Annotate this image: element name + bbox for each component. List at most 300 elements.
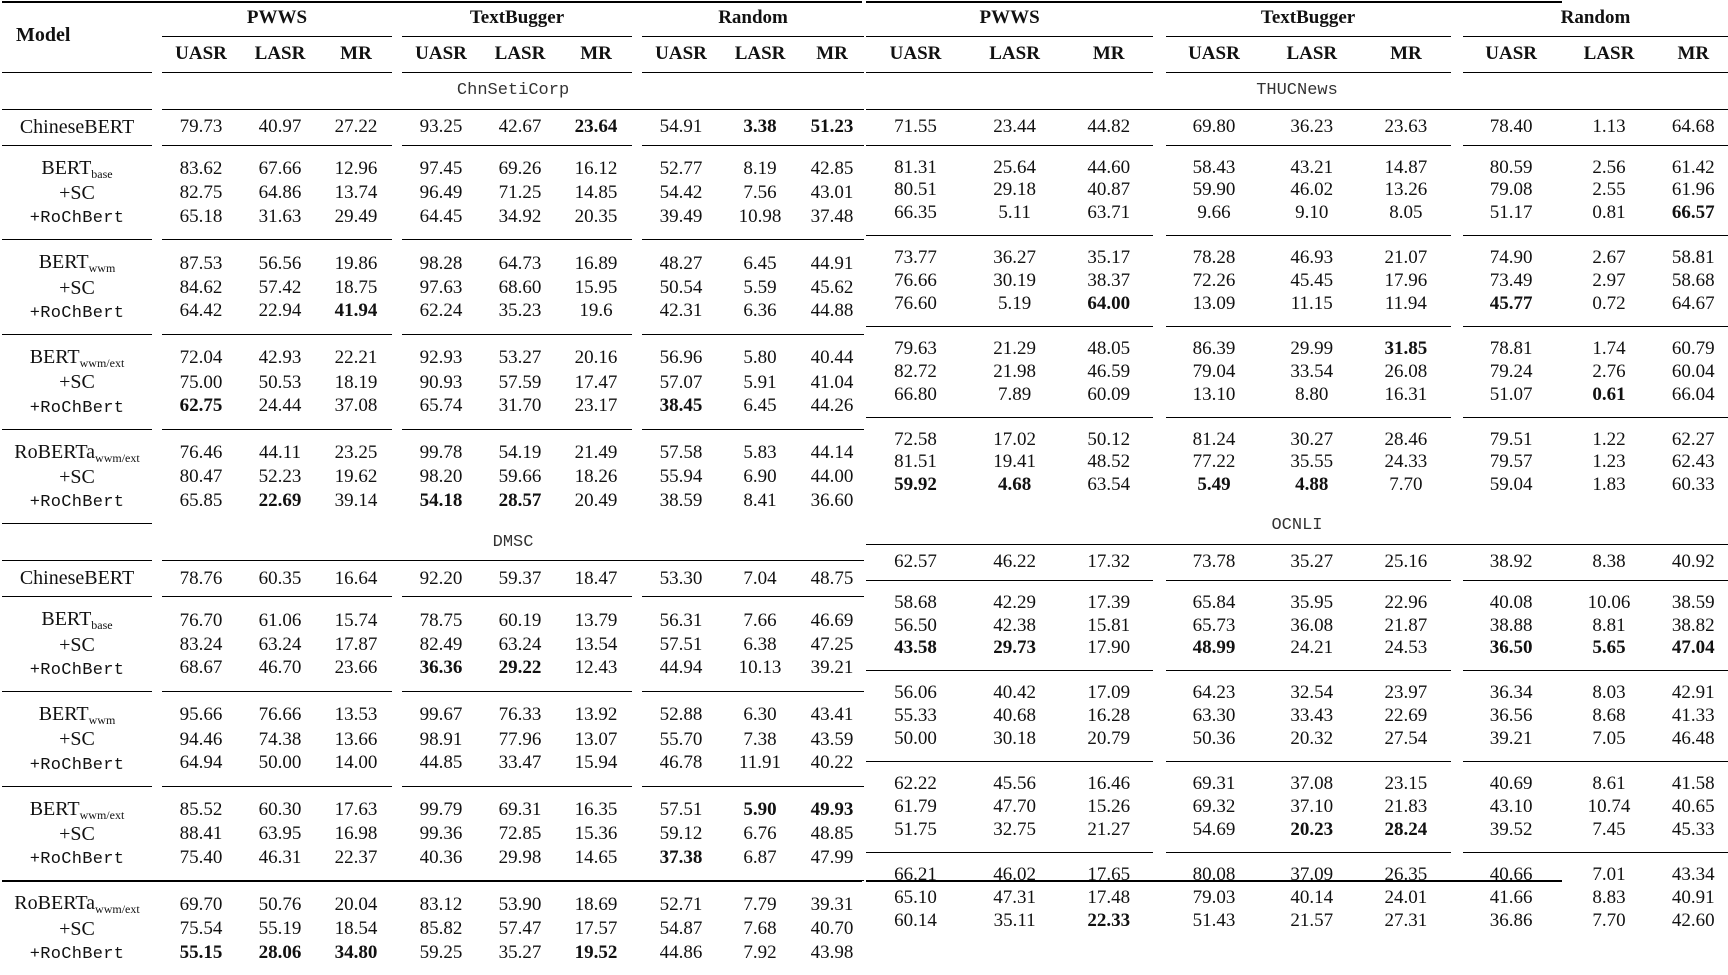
value: 13.09 [1192, 292, 1236, 314]
table-row [866, 637, 1728, 671]
best-value: 5.90 [743, 799, 777, 821]
metric-value-cell [1166, 544, 1263, 580]
metric-value-cell [480, 276, 560, 300]
metric-value-cell [965, 671, 1064, 705]
spacer-cell [152, 728, 162, 752]
table-row [2, 109, 864, 145]
spacer-cell [632, 395, 642, 430]
table-row [866, 614, 1728, 638]
metric-value-cell [162, 371, 240, 395]
metric-value-cell [720, 300, 800, 335]
value: 20.32 [1290, 728, 1334, 750]
metric-value-cell [800, 691, 864, 728]
value: 51.43 [1192, 909, 1236, 931]
table-row [2, 300, 864, 335]
best-value: 55.15 [179, 941, 223, 963]
table-row [2, 145, 864, 182]
metric-value-cell [480, 633, 560, 657]
value: 41.58 [1671, 773, 1715, 795]
spacer-cell [1153, 451, 1165, 475]
results-table-right [866, 0, 1728, 943]
value: 75.40 [179, 846, 223, 868]
value: 17.39 [1087, 591, 1131, 613]
metric-value-cell [560, 633, 632, 657]
metric-value-cell [1659, 852, 1728, 886]
spacer-cell [392, 0, 402, 36]
spacer-cell [392, 846, 402, 881]
metric-value-cell [480, 786, 560, 823]
metric-value-cell [800, 917, 864, 941]
value: 1.74 [1592, 337, 1626, 359]
metric-value-cell [800, 941, 864, 975]
metric-value-cell [1361, 145, 1450, 179]
metric-value-cell [1262, 637, 1361, 671]
value: 68.67 [179, 657, 223, 679]
metric-value-cell [480, 823, 560, 847]
value: 24.53 [1384, 637, 1428, 659]
value: 47.99 [810, 846, 854, 868]
value: 17.90 [1087, 637, 1131, 659]
metric-value-cell [1064, 179, 1153, 203]
value: 64.86 [258, 182, 302, 204]
metric-value-cell [320, 371, 392, 395]
metric-value-cell [162, 823, 240, 847]
value: 40.14 [1290, 886, 1334, 908]
value: 16.31 [1384, 383, 1428, 405]
metric-value-cell [866, 269, 965, 293]
metric-value-cell [320, 823, 392, 847]
metric-value-cell [320, 182, 392, 206]
value: 41.33 [1671, 705, 1715, 727]
table-row [2, 941, 864, 975]
value: 98.28 [419, 252, 463, 274]
model-variant: wwm/ext [95, 902, 140, 917]
metric-value-cell [965, 451, 1064, 475]
value: 16.98 [334, 823, 378, 845]
metric-value-cell [965, 580, 1064, 614]
dataset-label: ChnSetiCorp [162, 72, 864, 109]
value: 7.89 [997, 383, 1032, 405]
metric-value-cell [1064, 293, 1153, 327]
metric-value-cell [560, 941, 632, 975]
spacer-cell [1451, 236, 1463, 270]
value: 35.11 [993, 909, 1036, 931]
value: 39.21 [810, 657, 854, 679]
spacer-cell [1451, 580, 1463, 614]
metric-value-cell [1463, 236, 1560, 270]
value: 13.53 [334, 704, 378, 726]
table-row [2, 276, 864, 300]
metric-value-cell [1166, 109, 1263, 145]
metric-value-cell [1166, 580, 1263, 614]
metric-header: UASR [162, 36, 240, 72]
best-value: 31.85 [1384, 337, 1428, 359]
model-variant: wwm/ext [95, 450, 140, 465]
value: 5.59 [743, 277, 777, 299]
best-value: 54.18 [419, 490, 463, 511]
metric-value-cell [866, 795, 965, 819]
value: 53.30 [659, 567, 703, 589]
value: 82.75 [179, 182, 223, 204]
metric-value-cell [162, 633, 240, 657]
model-name-cell [2, 561, 152, 597]
value: 7.70 [1389, 474, 1423, 496]
metric-value-cell [800, 395, 864, 430]
metric-value-cell [965, 293, 1064, 327]
value: 16.35 [574, 799, 618, 821]
value: 38.59 [1671, 591, 1715, 613]
spacer-cell [1153, 293, 1165, 327]
metric-value-cell [720, 371, 800, 395]
metric-value-cell [1361, 637, 1450, 671]
metric-value-cell [162, 300, 240, 335]
value: 57.58 [659, 442, 703, 464]
spacer-cell [392, 489, 402, 524]
value: 92.20 [419, 567, 463, 589]
value: 43.59 [810, 728, 854, 750]
metric-value-cell [1659, 145, 1728, 179]
metric-value-cell [320, 300, 392, 335]
value: 22.96 [1384, 591, 1428, 613]
value: 15.74 [334, 609, 378, 631]
value: 97.63 [419, 277, 463, 299]
metric-value-cell [1064, 580, 1153, 614]
value: 59.25 [419, 941, 463, 963]
metric-value-cell [1262, 109, 1361, 145]
metric-value-cell [1463, 819, 1560, 853]
metric-value-cell [866, 236, 965, 270]
model-name: +RoChBert [29, 398, 125, 418]
spacer-cell [1451, 269, 1463, 293]
value: 48.05 [1087, 337, 1131, 359]
value: 9.10 [1295, 202, 1329, 224]
metric-value-cell [1559, 384, 1658, 418]
spacer-cell [152, 524, 162, 561]
model-name-cell [2, 334, 152, 371]
table-row [866, 474, 1728, 507]
best-value: 29.73 [993, 637, 1036, 659]
metric-value-cell [402, 205, 480, 240]
value: 2.97 [1592, 270, 1626, 292]
metric-value-cell [1064, 145, 1153, 179]
spacer-cell [152, 371, 162, 395]
attack-group-header: PWWS [246, 6, 308, 28]
metric-value-cell [800, 429, 864, 466]
metric-value-cell [1659, 109, 1728, 145]
table-row [866, 360, 1728, 384]
metric-value-cell [162, 561, 240, 597]
metric-value-cell [1166, 886, 1263, 910]
metric-value-cell [1559, 145, 1658, 179]
value: 45.45 [1290, 270, 1334, 292]
value: 65.85 [179, 490, 223, 511]
metric-value-cell [240, 691, 320, 728]
value: 27.31 [1384, 909, 1428, 931]
model-name-cell [2, 300, 152, 335]
metric-value-cell [1361, 544, 1450, 580]
value: 60.35 [258, 567, 302, 589]
metric-value-cell [320, 728, 392, 752]
table-row [866, 269, 1728, 293]
table-row [2, 691, 864, 728]
metric-value-cell [720, 205, 800, 240]
value: 79.08 [1489, 179, 1533, 201]
metric-value-cell [1559, 728, 1658, 762]
metric-value-cell [1166, 910, 1263, 943]
metric-value-cell [1064, 474, 1153, 507]
best-value: 28.57 [498, 490, 542, 511]
metric-value-cell [1559, 202, 1658, 236]
metric-value-cell [560, 300, 632, 335]
value: 23.97 [1384, 682, 1428, 704]
model-name-cell [2, 752, 152, 787]
metric-value-cell [1262, 360, 1361, 384]
metric-value-cell [1166, 614, 1263, 638]
value: 55.19 [258, 918, 302, 940]
metric-header: MR [320, 36, 392, 72]
value: 40.08 [1489, 591, 1533, 613]
value: 37.10 [1290, 795, 1334, 817]
value: 30.19 [993, 270, 1036, 292]
spacer-cell [152, 109, 162, 145]
metric-value-cell [720, 597, 800, 634]
metric-value-cell [320, 240, 392, 277]
value: 17.63 [334, 799, 378, 821]
value: 29.49 [334, 205, 378, 227]
value: 64.45 [419, 205, 463, 227]
value: 21.83 [1384, 795, 1428, 817]
value: 17.57 [574, 918, 618, 940]
metric-value-cell [402, 371, 480, 395]
value: 10.74 [1587, 795, 1631, 817]
table-row [866, 762, 1728, 796]
spacer-cell [1451, 36, 1463, 72]
spacer-cell [392, 633, 402, 657]
value: 61.96 [1671, 179, 1715, 201]
metric-value-cell [1559, 886, 1658, 910]
metric-value-cell [720, 561, 800, 597]
value: 40.87 [1087, 179, 1131, 201]
model-name-cell [2, 395, 152, 430]
metric-value-cell [1064, 384, 1153, 418]
metric-value-cell [240, 276, 320, 300]
spacer-cell [632, 823, 642, 847]
spacer-cell [1451, 544, 1463, 580]
table-row [2, 182, 864, 206]
value: 6.45 [743, 252, 777, 274]
metric-value-cell [560, 466, 632, 490]
metric-header: LASR [1559, 36, 1658, 72]
value: 23.44 [993, 116, 1036, 137]
model-name-cell [2, 728, 152, 752]
value: 16.12 [574, 158, 618, 179]
metric-value-cell [866, 360, 965, 384]
metric-value-cell [1559, 637, 1658, 671]
metric-value-cell [866, 384, 965, 418]
value: 76.66 [894, 270, 937, 292]
metric-value-cell [1559, 326, 1658, 360]
spacer-cell [1451, 109, 1463, 145]
metric-value-cell [402, 657, 480, 692]
metric-value-cell [1361, 795, 1450, 819]
value: 72.26 [1192, 270, 1236, 292]
metric-value-cell [965, 269, 1064, 293]
value: 18.19 [334, 371, 378, 393]
value: 25.64 [993, 156, 1036, 178]
value: 8.83 [1592, 886, 1626, 908]
metric-value-cell [402, 941, 480, 975]
metric-value-cell [1166, 269, 1263, 293]
value: 85.52 [179, 799, 223, 821]
value: 1.13 [1592, 116, 1626, 137]
value: 6.30 [743, 704, 777, 726]
model-name: +SC [59, 465, 95, 488]
model-name-cell [2, 691, 152, 728]
spacer-cell [1153, 417, 1165, 451]
metric-value-cell [240, 371, 320, 395]
metric-value-cell [1463, 671, 1560, 705]
metric-value-cell [720, 182, 800, 206]
metric-value-cell [800, 489, 864, 524]
value: 31.63 [258, 205, 302, 227]
metric-value-cell [1262, 728, 1361, 762]
metric-header: MR [1361, 36, 1450, 72]
metric-value-cell [162, 691, 240, 728]
metric-value-cell [480, 752, 560, 787]
spacer-cell [1451, 326, 1463, 360]
value: 6.36 [743, 300, 777, 322]
value: 34.92 [498, 205, 542, 227]
metric-value-cell [240, 489, 320, 524]
value: 5.11 [998, 202, 1031, 224]
value: 42.67 [498, 116, 542, 137]
value: 41.66 [1489, 886, 1533, 908]
metric-value-cell [240, 145, 320, 182]
spacer-cell [1451, 704, 1463, 728]
metric-value-cell [1559, 269, 1658, 293]
metric-value-cell [320, 561, 392, 597]
value: 76.33 [498, 704, 542, 726]
spacer-cell [2, 72, 152, 109]
metric-value-cell [965, 236, 1064, 270]
model-name: BERT [38, 702, 89, 725]
metric-value-cell [402, 429, 480, 466]
metric-value-cell [1361, 474, 1450, 507]
value: 18.75 [334, 277, 378, 299]
best-value: 22.33 [1087, 909, 1131, 931]
spacer-cell [632, 276, 642, 300]
value: 17.65 [1087, 863, 1131, 885]
value: 38.88 [1489, 614, 1533, 636]
value: 55.33 [894, 705, 937, 727]
metric-value-cell [480, 240, 560, 277]
metric-value-cell [1166, 360, 1263, 384]
value: 22.37 [334, 846, 378, 868]
spacer-cell [392, 881, 402, 918]
metric-value-cell [240, 941, 320, 975]
metric-value-cell [1659, 451, 1728, 475]
metric-value-cell [480, 145, 560, 182]
metric-value-cell [560, 334, 632, 371]
value: 26.35 [1384, 863, 1428, 885]
metric-value-cell [240, 334, 320, 371]
metric-value-cell [1559, 704, 1658, 728]
metric-value-cell [1659, 704, 1728, 728]
metric-header: MR [560, 36, 632, 72]
model-name-cell [2, 371, 152, 395]
metric-value-cell [1262, 580, 1361, 614]
value: 64.94 [179, 752, 223, 774]
metric-header: LASR [965, 36, 1064, 72]
value: 62.43 [1671, 451, 1715, 473]
metric-value-cell [720, 657, 800, 692]
value: 14.65 [574, 846, 618, 868]
table-row [2, 846, 864, 881]
spacer-cell [392, 823, 402, 847]
model-name-cell [2, 240, 152, 277]
model-name: +RoChBert [29, 660, 125, 680]
model-variant: wwm [88, 712, 116, 727]
table-row [2, 786, 864, 823]
spacer-cell [152, 752, 162, 787]
metric-value-cell [1559, 819, 1658, 853]
table-row [866, 819, 1728, 853]
value: 46.02 [1290, 179, 1334, 201]
value: 54.91 [659, 116, 703, 137]
metric-value-cell [1559, 762, 1658, 796]
metric-value-cell [720, 466, 800, 490]
value: 33.47 [498, 752, 542, 774]
metric-value-cell [480, 334, 560, 371]
metric-value-cell [800, 633, 864, 657]
metric-value-cell [1659, 236, 1728, 270]
metric-value-cell [1262, 704, 1361, 728]
spacer-cell [152, 276, 162, 300]
value: 7.68 [743, 918, 777, 940]
metric-value-cell [1361, 762, 1450, 796]
metric-value-cell [866, 671, 965, 705]
spacer-cell [152, 182, 162, 206]
metric-value-cell [560, 597, 632, 634]
best-value: 36.50 [1489, 637, 1533, 659]
value: 44.60 [1087, 156, 1131, 178]
metric-value-cell [1166, 202, 1263, 236]
model-name: +SC [59, 917, 95, 940]
metric-value-cell [965, 886, 1064, 910]
value: 76.60 [894, 292, 937, 314]
metric-value-cell [642, 786, 720, 823]
metric-value-cell [1064, 544, 1153, 580]
metric-value-cell [965, 795, 1064, 819]
spacer-cell [152, 941, 162, 975]
metric-value-cell [1463, 762, 1560, 796]
value: 7.01 [1592, 863, 1626, 885]
value: 60.09 [1087, 383, 1131, 405]
metric-value-cell [1262, 269, 1361, 293]
value: 21.57 [1290, 909, 1334, 931]
spacer-cell [632, 941, 642, 975]
value: 23.17 [574, 395, 618, 417]
value: 8.81 [1592, 614, 1626, 636]
value: 43.21 [1290, 156, 1334, 178]
metric-value-cell [402, 846, 480, 881]
metric-value-cell [642, 276, 720, 300]
value: 15.36 [574, 823, 618, 845]
model-name: +RoChBert [29, 303, 125, 323]
value: 18.69 [574, 893, 618, 915]
model-name-cell [2, 182, 152, 206]
value: 86.39 [1192, 337, 1236, 359]
